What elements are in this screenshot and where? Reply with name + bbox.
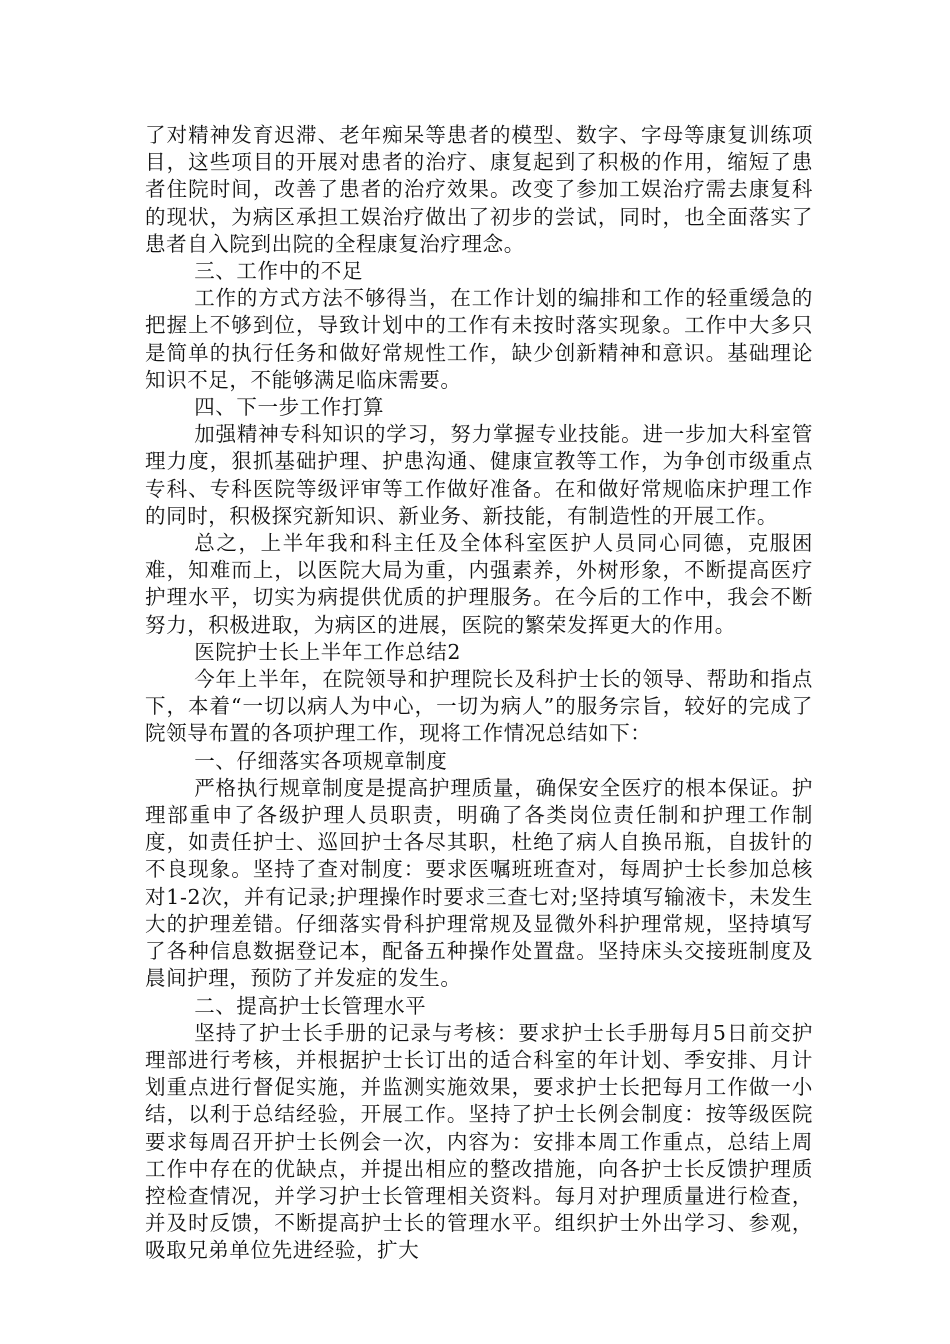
body-paragraph: 今年上半年，在院领导和护理院长及科护士长的领导、帮助和指点下，本着“一切以病人为中心，一切为病人”的服务宗旨，较好的完成了院领导布置的各项护理工作，现将工作情况总结如下： — [145, 667, 813, 746]
body-paragraph: 了对精神发育迟滞、老年痴呆等患者的模型、数字、字母等康复训练项目，这些项目的开展对患者的治疗、康复起到了积极的作用，缩短了患者住院时间，改善了患者的治疗效果。改变了参加工娱治疗需去康复科的现状，为病区承担工娱治疗做出了初步的尝试，同时，也全面落实了患者自入院到出院的全程康复治疗理念。 — [145, 123, 813, 256]
section-heading: 一、仔细落实各项规章制度 — [194, 748, 448, 773]
section-heading: 四、下一步工作打算 — [194, 395, 385, 420]
body-paragraph: 坚持了护士长手册的记录与考核：要求护士长手册每月5日前交护理部进行考核，并根据护士长订出的适合科室的年计划、季安排、月计划重点进行督促实施，并监测实施效果，要求护士长把每月工作做一小结，以利于总结经验，开展工作。坚持了护士长例会制度：按等级医院要求每周召开护士长例会一次，内容为：安排本周工作重点，总结上周工作中存在的优缺点，并提出相应的整改措施，向各护士长反馈护理质控检查情况，并学习护士长管理相关资料。每月对护理质量进行检查，并及时反馈，不断提高护士长的管理水平。组织护士外出学习、参观，吸取兄弟单位先进经验，扩大 — [145, 1020, 813, 1263]
document-subtitle: 医院护士长上半年工作总结2 — [194, 639, 462, 664]
body-paragraph: 加强精神专科知识的学习，努力掌握专业技能。进一步加大科室管理力度，狠抓基础护理、护患沟通、健康宣教等工作，为争创市级重点专科、专科医院等级评审等工作做好准备。在和做好常规临床护理工作的同时，积极探究新知识、新业务、新技能，有制造性的开展工作。 — [145, 422, 813, 528]
section-heading: 三、工作中的不足 — [194, 259, 363, 284]
document-body — [145, 122, 813, 1265]
body-paragraph: 严格执行规章制度是提高护理质量，确保安全医疗的根本保证。护理部重申了各级护理人员职责，明确了各类岗位责任制和护理工作制度，如责任护士、巡回护士各尽其职，杜绝了病人自换吊瓶，自拔针的不良现象。坚持了查对制度：要求医嘱班班查对，每周护士长参加总核对1-2次，并有记录;护理操作时要求三查七对;坚持填写输液卡，未发生大的护理差错。仔细落实骨科护理常规及显微外科护理常规，坚持填写了各种信息数据登记本，配备五种操作处置盘。坚持床头交接班制度及晨间护理，预防了并发症的发生。 — [145, 775, 813, 991]
section-heading: 二、提高护士长管理水平 — [194, 993, 427, 1018]
body-paragraph: 总之，上半年我和科主任及全体科室医护人员同心同德，克服困难，知难而上，以医院大局为重，内强素养，外树形象，不断提高医疗护理水平，切实为病提供优质的护理服务。在今后的工作中，我会不断努力，积极进取，为病区的进展，医院的繁荣发挥更大的作用。 — [145, 531, 813, 637]
body-paragraph: 工作的方式方法不够得当，在工作计划的编排和工作的轻重缓急的把握上不够到位，导致计划中的工作有未按时落实现象。工作中大多只是简单的执行任务和做好常规性工作，缺少创新精神和意识。基础理论知识不足，不能够满足临床需要。 — [145, 286, 813, 392]
